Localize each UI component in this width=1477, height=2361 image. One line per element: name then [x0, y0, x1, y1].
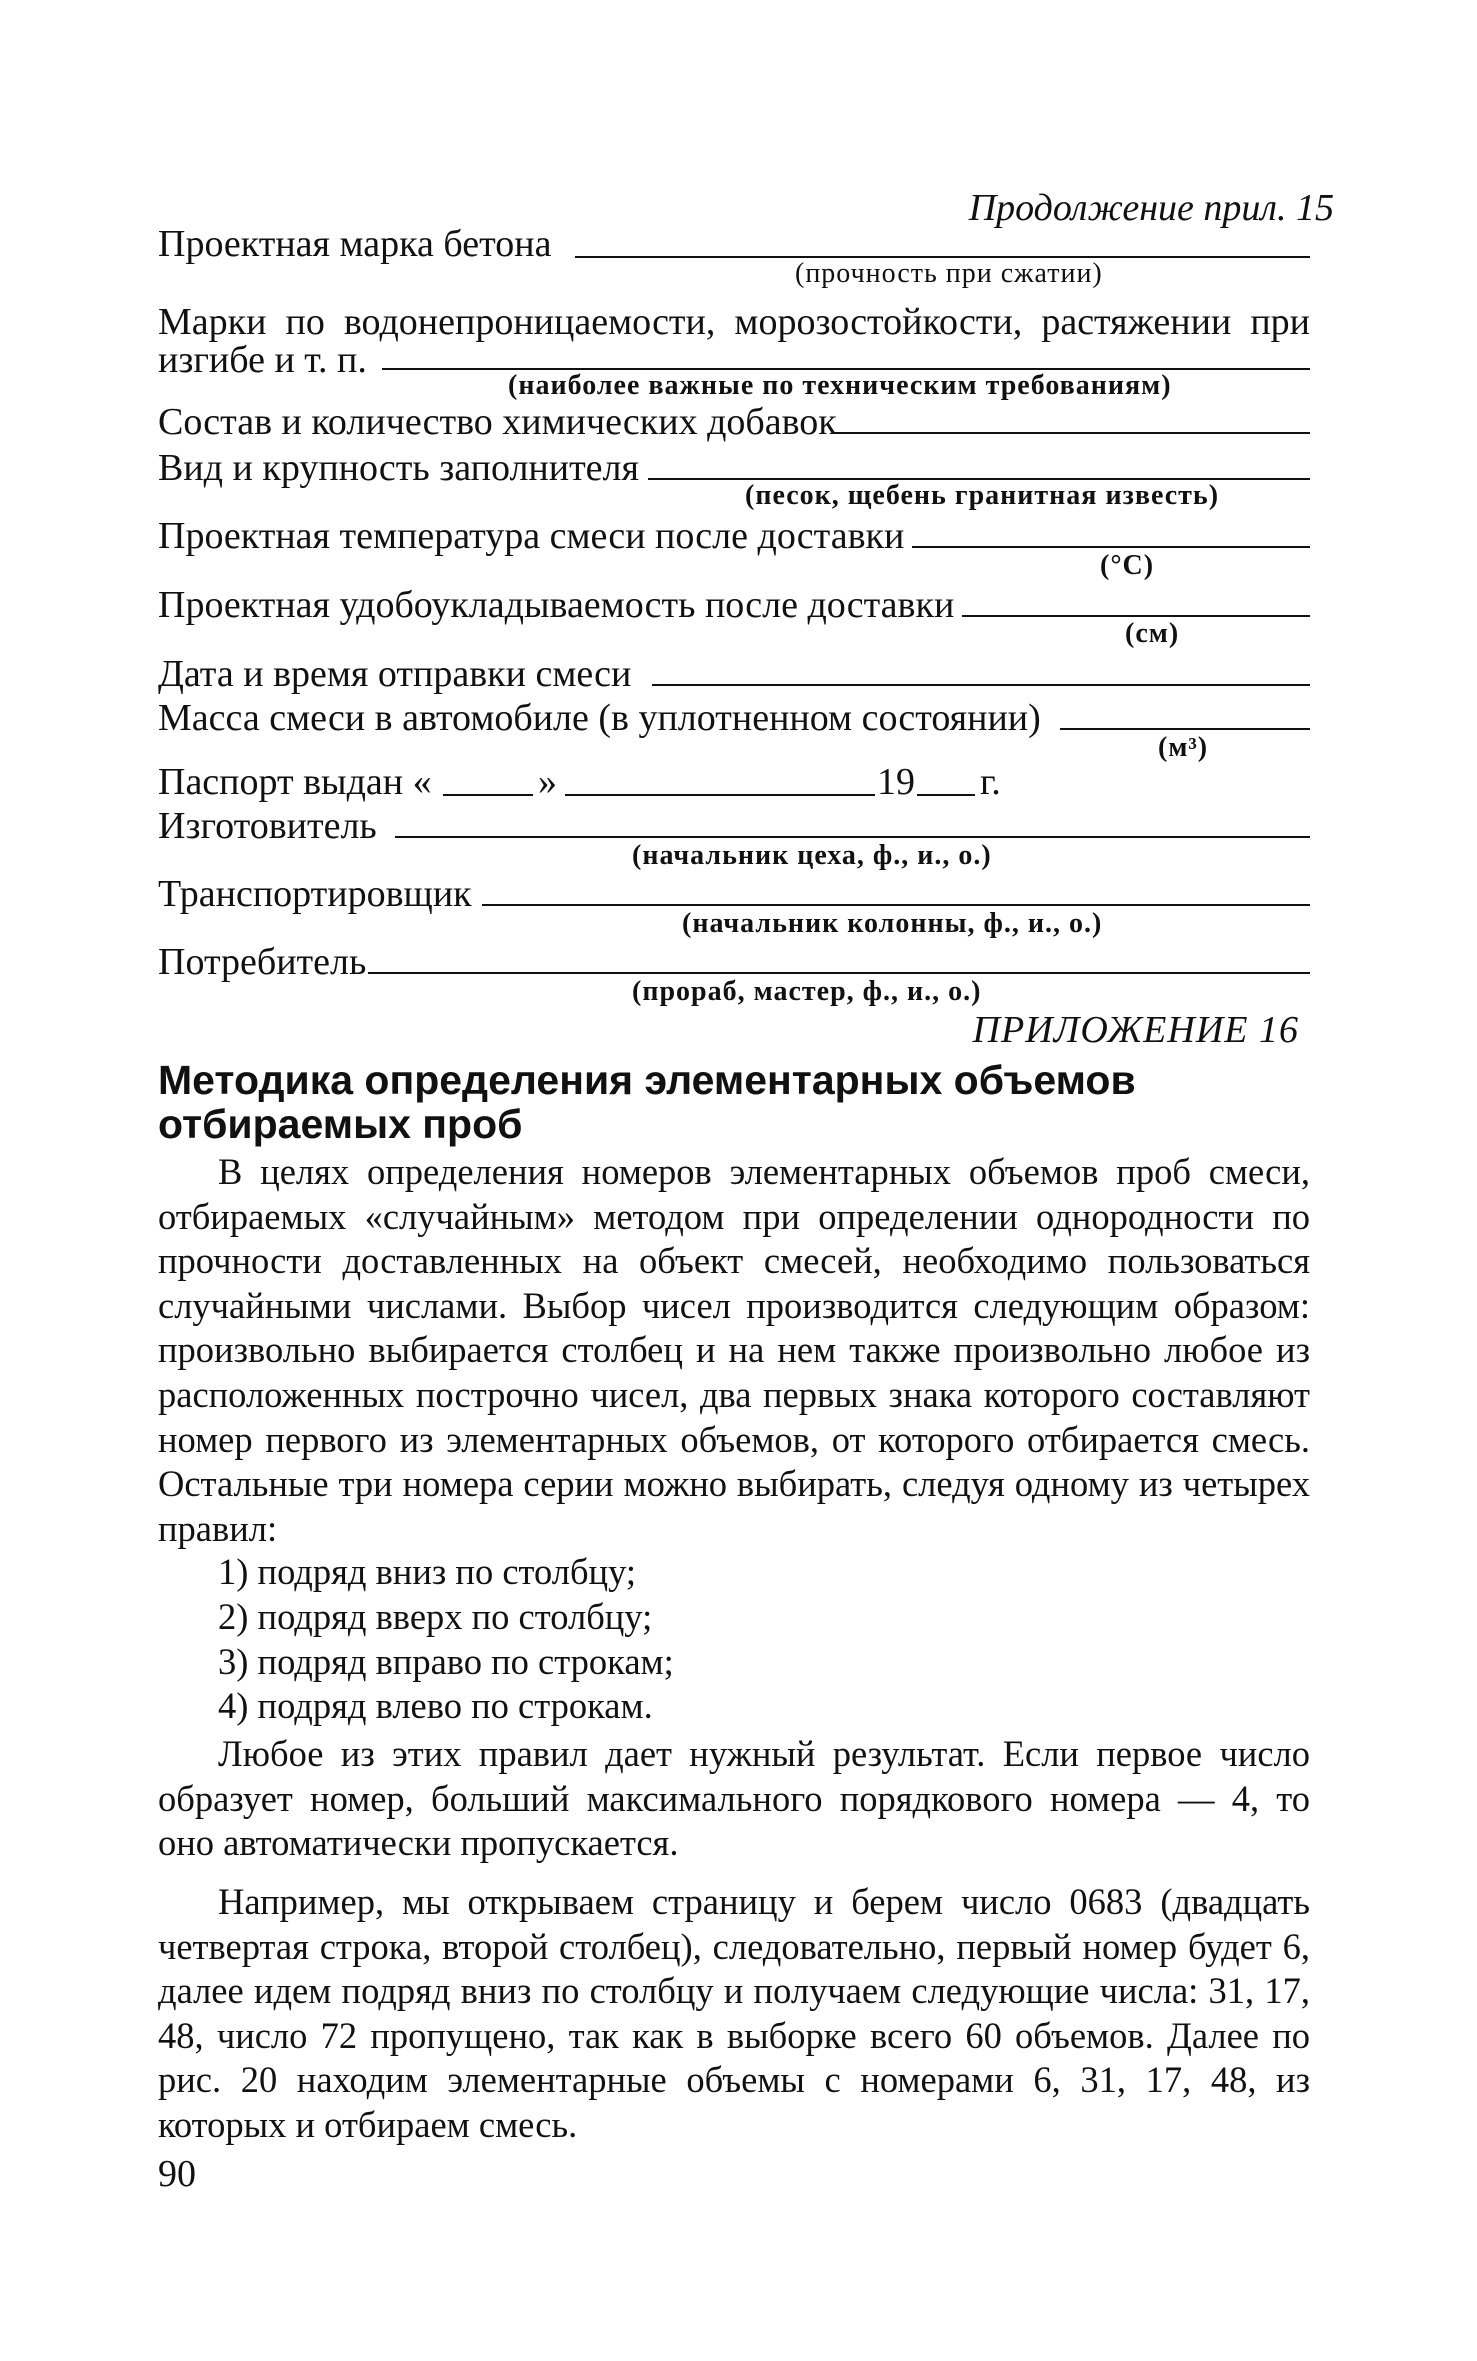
workability-blank	[962, 615, 1310, 617]
rule-item: 2) подряд вверх по столбцу;	[218, 1596, 653, 1637]
dispatch-blank	[652, 684, 1310, 686]
grades-caption: (наиболее важные по техническим требованиям)	[508, 370, 1172, 401]
dispatch-label: Дата и время отправки смеси	[158, 653, 632, 695]
appendix-paragraph2: Любое из этих правил дает нужный результат. Если первое число образует номер, больший максимального порядкового номера — 4, то оно автоматически пропускается.	[158, 1733, 1310, 1864]
passport-month-blank	[565, 794, 875, 796]
manufacturer-caption: (начальник цеха, ф., и., о.)	[632, 840, 992, 871]
grades-line2: изгибе и т. п.	[158, 339, 367, 381]
passport-year-suffix: г.	[980, 761, 1001, 803]
continuation-header: Продолжение прил. 15	[968, 187, 1334, 229]
passport-year-prefix: 19	[877, 761, 915, 803]
additives-blank	[832, 432, 1310, 434]
appendix-title-line1: Методика определения элементарных объемов	[158, 1057, 1136, 1103]
temperature-caption: (°С)	[1100, 550, 1155, 581]
appendix-paragraph1: В целях определения номеров элементарных объемов проб смеси, отбираемых «случайным» методом при определении однородности по прочности доставленных на объект смесей, необходимо пользоваться случайными числами. Выбор чисел производится следующим образом: произвольно выбирается столбец и на нем также произвольно любое из расположенных построчно чисел, два первых знака которого составляют номер первого из элементарных объемов, от которого отбирается смесь. Остальные три номера серии можно выбирать, следуя одному из четырех правил:	[158, 1151, 1310, 1549]
workability-label: Проектная удобоукладываемость после доставки	[158, 584, 955, 626]
page-number: 90	[158, 2153, 196, 2195]
mass-caption: (м³)	[1158, 732, 1209, 763]
temperature-label: Проектная температура смеси после доставки	[158, 515, 905, 557]
manufacturer-label: Изготовитель	[158, 805, 377, 847]
rule-item: 3) подряд вправо по строкам;	[218, 1641, 674, 1682]
additives-label: Состав и количество химических добавок	[158, 401, 837, 443]
appendix-label: ПРИЛОЖЕНИЕ 16	[972, 1009, 1299, 1051]
consumer-caption: (прораб, мастер, ф., и., о.)	[632, 976, 982, 1007]
consumer-blank	[368, 972, 1310, 974]
manufacturer-blank	[395, 836, 1310, 838]
appendix-title-line2: отбираемых проб	[158, 1101, 523, 1147]
workability-caption: (см)	[1125, 618, 1180, 649]
passport-day-blank	[443, 794, 533, 796]
transporter-blank	[482, 904, 1310, 906]
mass-label: Масса смеси в автомобиле (в уплотненном состоянии)	[158, 697, 1041, 739]
grades-line1: Марки по водонепроницаемости, морозостойкости, растяжении при	[158, 301, 1310, 343]
transporter-caption: (начальник колонны, ф., и., о.)	[682, 908, 1103, 939]
temperature-blank	[912, 546, 1310, 548]
mass-blank	[1060, 728, 1310, 730]
concrete-grade-caption: (прочность при сжатии)	[795, 258, 1103, 289]
passport-quote-close: »	[538, 761, 557, 803]
transporter-label: Транспортировщик	[158, 873, 472, 915]
passport-year-blank	[917, 794, 975, 796]
filler-label: Вид и крупность заполнителя	[158, 447, 639, 489]
concrete-grade-label: Проектная марка бетона	[158, 223, 552, 265]
rule-item: 4) подряд влево по строкам.	[218, 1685, 653, 1726]
appendix-paragraph3: Например, мы открываем страницу и берем число 0683 (двадцать четвертая строка, второй столбец), следовательно, первый номер будет 6, далее идем подряд вниз по столбцу и получаем следующие числа: 31, 17, 48, число 72 пропущено, так как в выборке всего 60 объемов. Далее по рис. 20 находим элементарные объемы с номерами 6, 31, 17, 48, из которых и отбираем смесь.	[158, 1881, 1310, 2145]
rule-item: 1) подряд вниз по столбцу;	[218, 1551, 636, 1592]
filler-caption: (песок, щебень гранитная известь)	[745, 480, 1220, 511]
passport-label: Паспорт выдан «	[158, 761, 432, 803]
consumer-label: Потребитель	[158, 941, 367, 983]
